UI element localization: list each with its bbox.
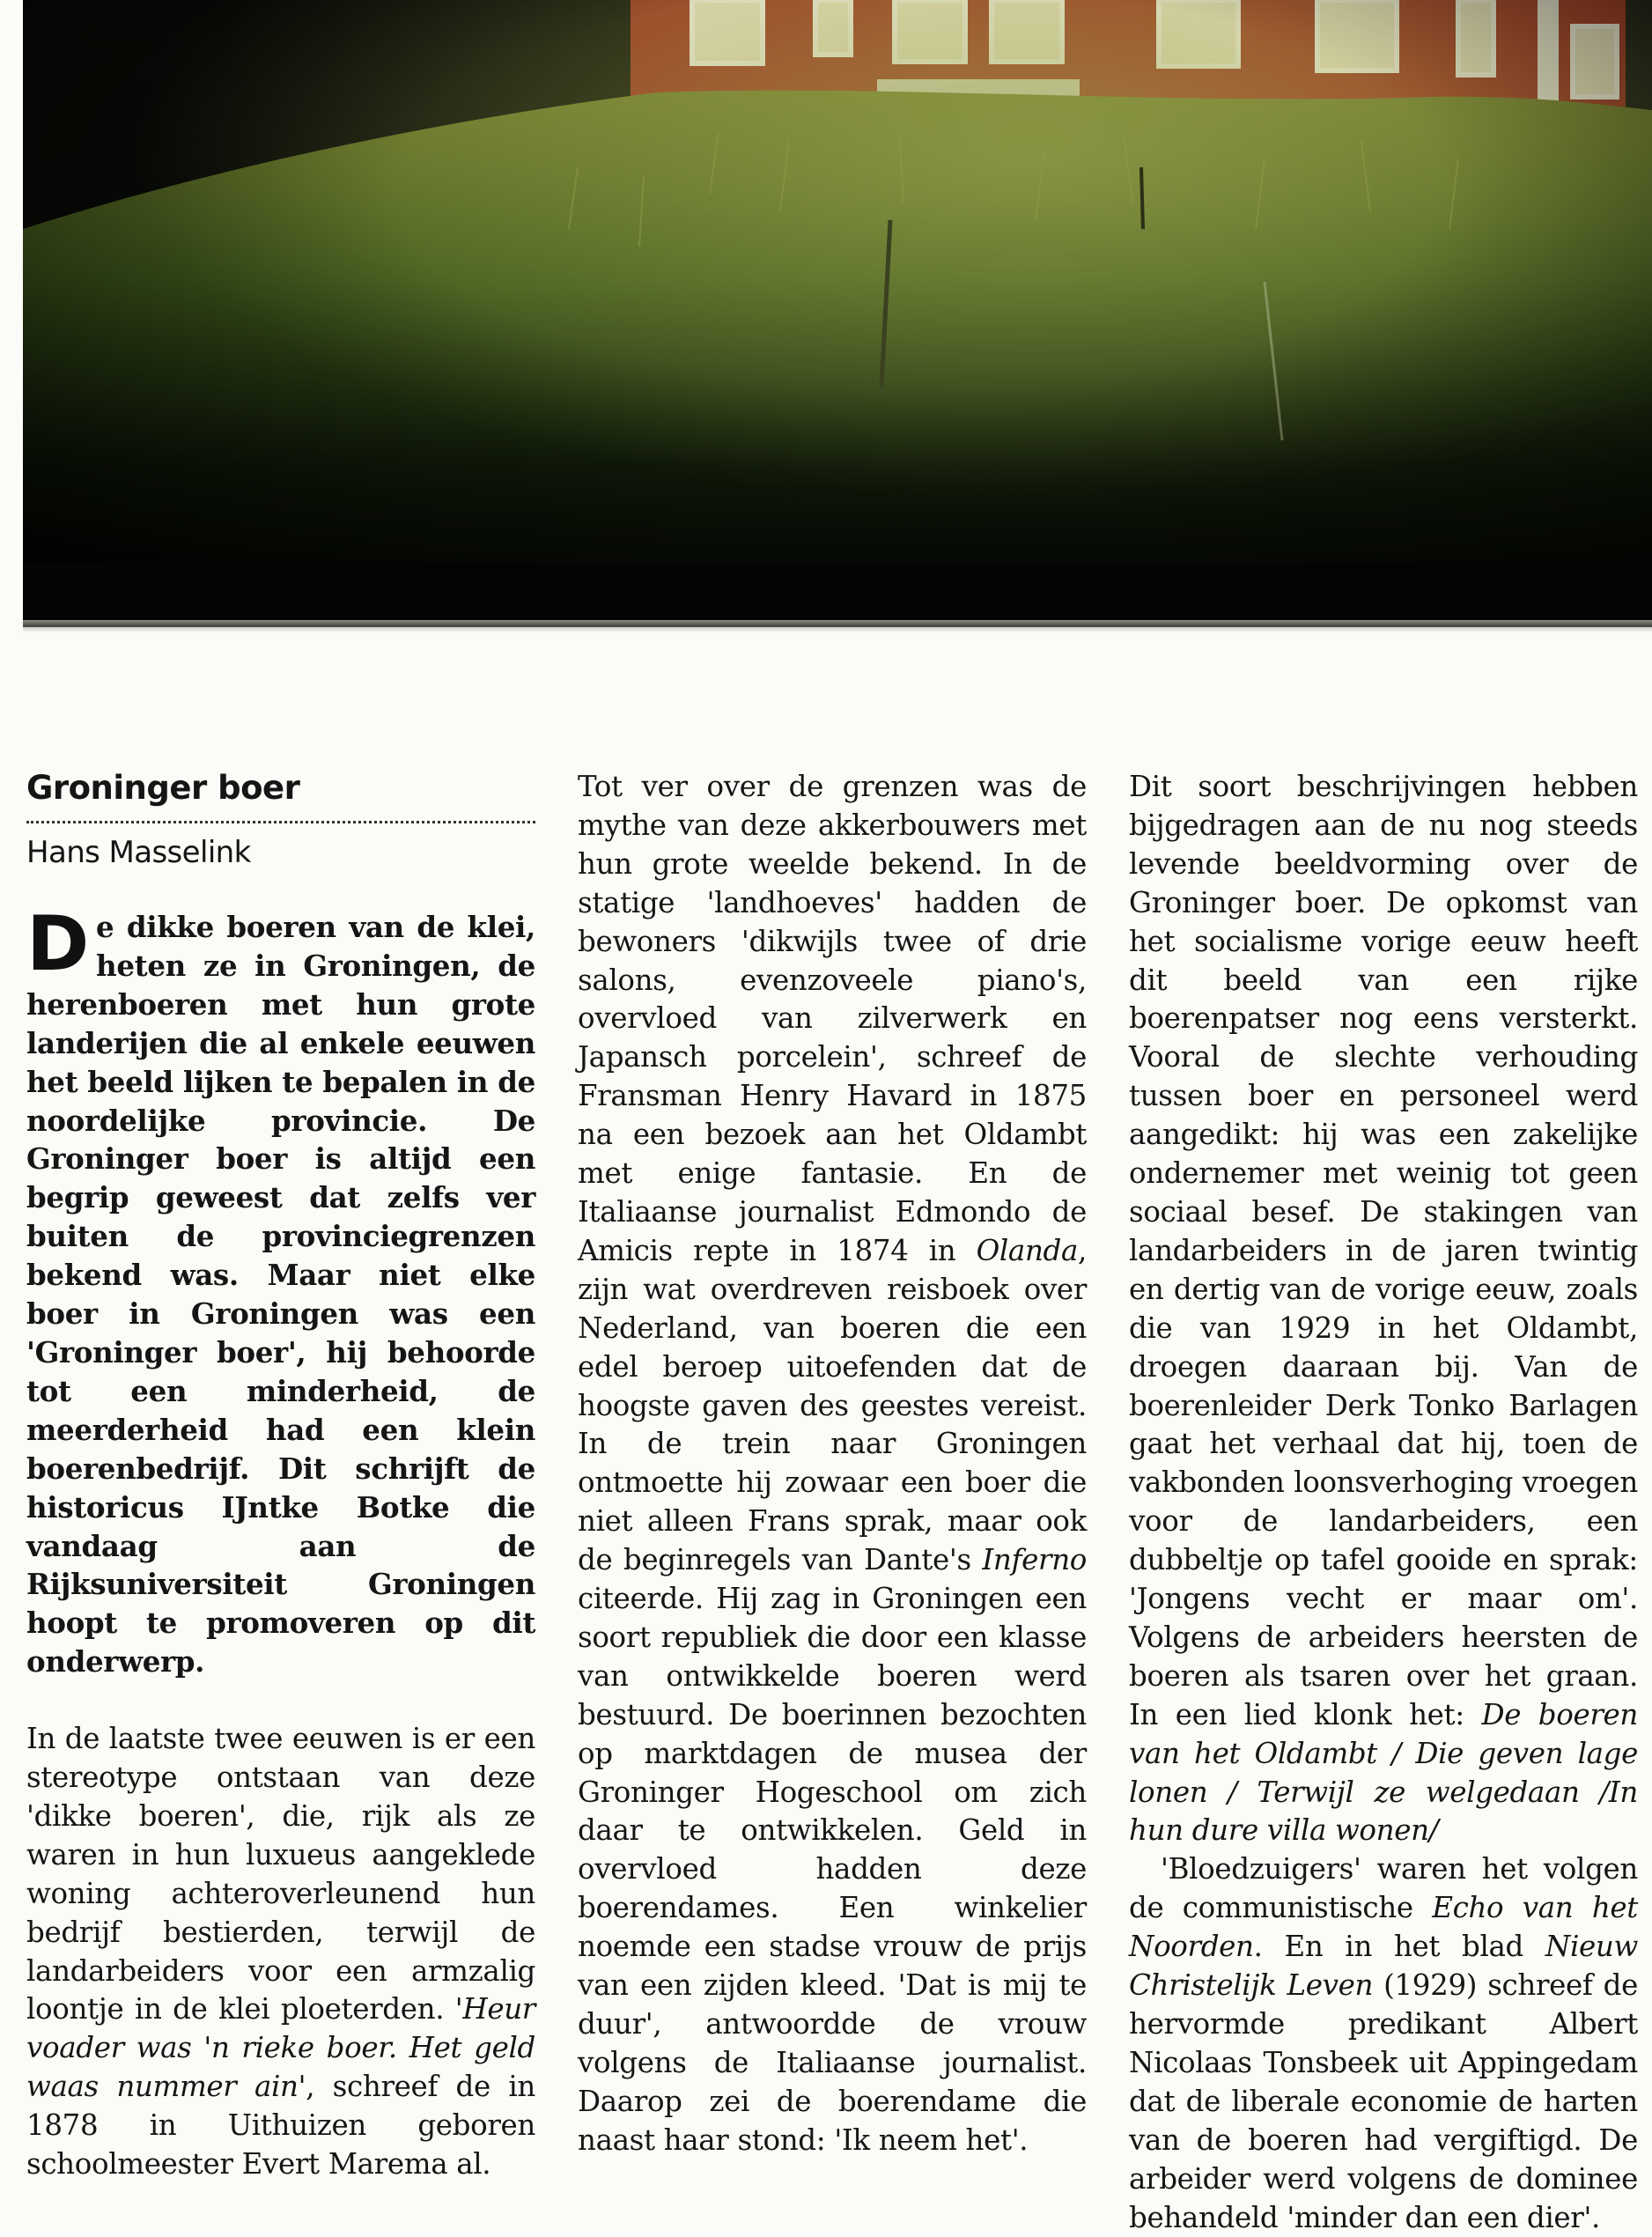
paragraph-3	[578, 768, 1087, 2160]
newspaper-echo: Echo van het Noorden	[1129, 1891, 1638, 1964]
article-column-1	[26, 768, 535, 2184]
farmhouse-photo	[23, 0, 1652, 627]
paragraph-2-text: In de laatste twee eeuwen is er een stereotype ontstaan van deze 'dikke boeren', die, rijk als ze waren in hun luxueus aangeklede woning achteroverleunend hun bedrijf bestierden, terwijl de landarbeiders voor een armzalig loontje in de klei ploeterden.	[26, 1722, 535, 2027]
article-title: Groninger boer	[26, 769, 300, 807]
paragraph-4-continued	[1129, 768, 1638, 1850]
paragraph-2	[26, 1720, 535, 2184]
paragraph-5-text: 'Bloedzuigers' waren het volgen de communistische	[1129, 1852, 1638, 1925]
book-title-olanda: Olanda	[976, 1233, 1079, 1267]
paragraph-2-text-end: , schreef de in 1878 in Uithuizen geboren schoolmeester Evert Marema al.	[26, 2070, 535, 2182]
article-column-2	[578, 768, 1087, 2160]
article-author: Hans Masselink	[26, 835, 251, 870]
paragraph-gap	[26, 1681, 535, 1720]
paragraph-5-text-3: (1929) schreef de hervormde predikant Albert Nicolaas Tonsbeek uit Appingedam dat de liberale economie de harten van de boeren had vergiftigd. De arbeider werd volgens de dominee behandeld 'minder dan een dier'.	[1129, 1968, 1638, 2234]
article-column-3	[1129, 768, 1638, 2237]
paragraph-5	[1129, 1850, 1638, 2237]
drop-cap: D	[26, 900, 90, 988]
paragraph-3-text-2: , zijn wat overdreven reisboek over Nederland, van boeren die een edel beroep uitoefenden dat de hoogste gaven des geestes vereist. In de trein naar Groningen ontmoette hij zowaar een boer die niet alleen Frans sprak, maar ook de beginregels van Dante's	[578, 1233, 1087, 1577]
paragraph-4-text-continued: Dit soort beschrijvingen hebben bijgedragen aan de nu nog steeds levende beeldvorming over de Groninger boer. De opkomst van het socialisme vorige eeuw heeft dit beeld van een rijke boerenpatser nog eens versterkt. Vooral de slechte verhouding tussen boer en personeel werd aangedikt: hij was een zakelijke ondernemer met weinig tot geen sociaal besef. De stakingen van landarbeiders in de jaren twintig en dertig van de vorige eeuw, zoals die van 1929 in het Oldambt, droegen daaraan bij. Van de boerenleider Derk Tonko Barlagen gaat het verhaal dat hij, toen de vakbonden loonsverhoging vroegen voor de landarbeiders, een dubbeltje op tafel gooide en sprak: 'Jongens vecht er maar om'. Volgens de arbeiders heersten de boeren als tsaren over het graan. In een lied klonk het:	[1129, 770, 1638, 1731]
newspaper-nieuw-christelijk-leven: Nieuw Christelijk Leven	[1129, 1930, 1638, 2003]
lead-paragraph	[26, 900, 535, 1681]
photo-bottom-edge	[23, 620, 1652, 632]
lead-text: e dikke boeren van de klei, heten ze in Groningen, de herenboeren met hun grote landerijen die al enkele eeuwen het beeld lijken te bepalen in de noordelijke provincie. De Groninger boer is altijd een begrip geweest dat zelfs ver buiten de provinciegrenzen bekend was. Maar niet elke boer in Groningen was een 'Groninger boer', hij behoorde tot een minderheid, de meerderheid had een klein boerenbedrijf. Dit schrijft de historicus IJntke Botke die vandaag aan de Rijksuniversiteit Groningen hoopt te promoveren op dit onderwerp.	[26, 910, 535, 1680]
paragraph-3-text: Tot ver over de grenzen was de mythe van deze akkerbouwers met hun grote weelde bekend. In de statige 'landhoeves' hadden de bewoners 'dikwijls twee of drie salons, evenzoveele piano's, overvloed van zilverwerk en Japansch porcelein', schreef de Fransman Henry Havard in 1875 na een bezoek aan het Oldambt met enige fantasie. En de Italiaanse journalist Edmondo de Amicis repte in 1874 in	[578, 770, 1087, 1267]
book-title-inferno: Inferno	[982, 1543, 1087, 1577]
paragraph-5-text-2: . En in het blad	[1253, 1930, 1545, 1964]
song-lyrics: De boeren van het Oldambt / Die geven lage lonen / Terwijl ze welgedaan /In hun dure villa wonen/	[1129, 1697, 1639, 1848]
title-divider	[26, 821, 535, 823]
farmhouse-photo-graphic	[23, 0, 1652, 627]
dialect-quote: 'Heur voader was 'n rieke boer. Het geld waas nummer ain'	[26, 1992, 535, 2104]
paragraph-3-text-3: citeerde. Hij zag in Groningen een soort republiek die door een klasse van ontwikkelde boeren werd bestuurd. De boerinnen bezochten op marktdagen de musea der Groninger Hogeschool om zich daar te ontwikkelen. Geld in overvloed hadden deze boerendames. Een winkelier noemde een stadse vrouw de prijs van een zijden kleed. 'Dat is mij te duur', antwoordde de vrouw volgens de Italiaanse journalist. Daarop zei de boerendame die naast haar stond: 'Ik neem het'.	[578, 1582, 1087, 2157]
